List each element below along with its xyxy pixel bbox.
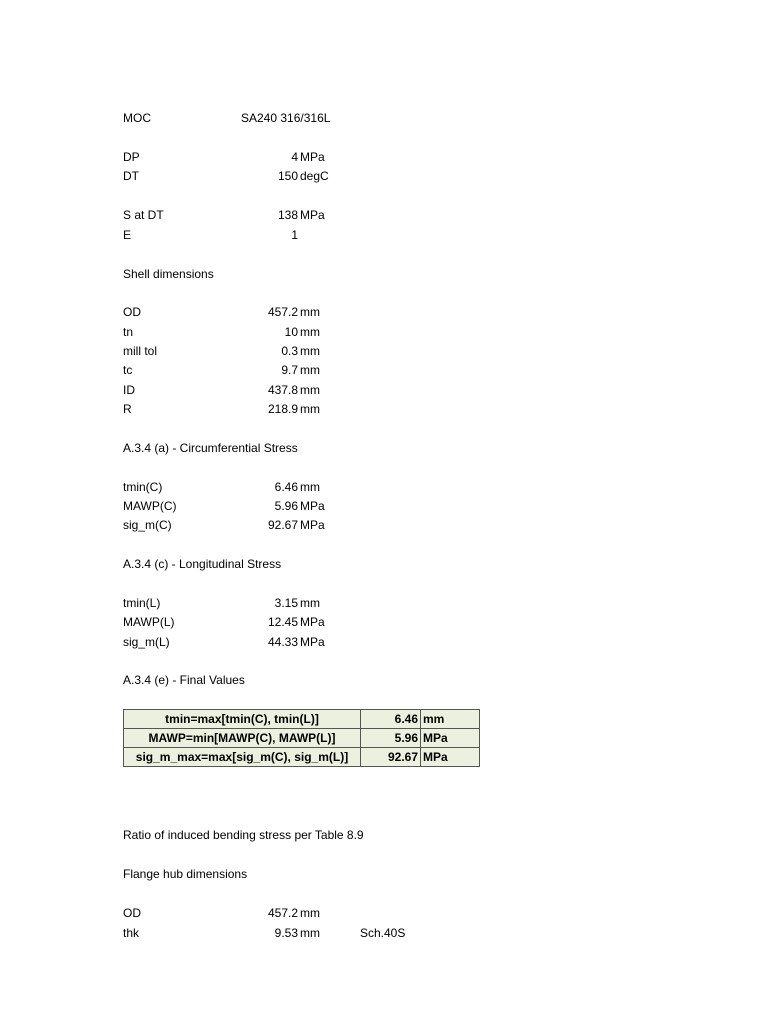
shell-milltol-value: 0.3 — [281, 344, 298, 358]
hub-od-label: OD — [123, 906, 141, 920]
final-mawp-unit: MPa — [421, 729, 480, 748]
s-at-dt-unit: MPa — [300, 208, 325, 222]
shell-tn-label: tn — [123, 325, 134, 339]
shell-r-label: R — [123, 402, 132, 416]
tmin-l-unit: mm — [300, 596, 320, 610]
tmin-c-label: tmin(C) — [123, 480, 163, 494]
hub-thk-unit: mm — [300, 926, 320, 940]
circ-title: A.3.4 (a) - Circumferential Stress — [123, 441, 298, 455]
dt-label: DT — [123, 169, 139, 183]
table-row — [124, 748, 480, 767]
hub-od-unit: mm — [300, 906, 320, 920]
hub-title: Flange hub dimensions — [123, 867, 248, 881]
final-values-table — [123, 709, 480, 767]
hub-od-value: 457.2 — [267, 906, 298, 920]
sigm-c-label: sig_m(C) — [123, 518, 172, 532]
shell-od-unit: mm — [300, 305, 320, 319]
shell-r-value: 218.9 — [267, 402, 298, 416]
shell-od-value: 457.2 — [267, 305, 298, 319]
shell-milltol-unit: mm — [300, 344, 320, 358]
final-sigm-value: 92.67 — [361, 748, 421, 767]
sigm-l-unit: MPa — [300, 635, 325, 649]
shell-tc-label: tc — [123, 363, 133, 377]
dp-unit: MPa — [300, 150, 325, 164]
shell-tn-unit: mm — [300, 325, 320, 339]
shell-id-value: 437.8 — [267, 383, 298, 397]
tmin-l-value: 3.15 — [274, 596, 298, 610]
e-label: E — [123, 228, 132, 242]
shell-tc-value: 9.7 — [281, 363, 298, 377]
final-title: A.3.4 (e) - Final Values — [123, 673, 245, 687]
final-mawp-value: 5.96 — [361, 729, 421, 748]
dp-label: DP — [123, 150, 140, 164]
moc-label: MOC — [123, 111, 151, 125]
shell-title: Shell dimensions — [123, 267, 214, 281]
mawp-c-label: MAWP(C) — [123, 499, 177, 513]
dp-value: 4 — [291, 150, 298, 164]
mawp-l-unit: MPa — [300, 615, 325, 629]
sigm-c-unit: MPa — [300, 518, 325, 532]
final-tmin-value: 6.46 — [361, 710, 421, 729]
sigm-l-value: 44.33 — [267, 635, 298, 649]
shell-od-label: OD — [123, 305, 141, 319]
sigm-l-label: sig_m(L) — [123, 635, 170, 649]
hub-thk-label: thk — [123, 926, 140, 940]
final-sigm-formula: sig_m_max=max[sig_m(C), sig_m(L)] — [124, 748, 361, 767]
shell-id-label: ID — [123, 383, 135, 397]
dt-value: 150 — [277, 169, 298, 183]
e-value: 1 — [291, 228, 298, 242]
table-row — [124, 729, 480, 748]
s-at-dt-label: S at DT — [123, 208, 164, 222]
final-tmin-unit: mm — [421, 710, 480, 729]
moc-value: SA240 316/316L — [241, 111, 331, 125]
sigm-c-value: 92.67 — [267, 518, 298, 532]
long-title: A.3.4 (c) - Longitudinal Stress — [123, 557, 282, 571]
tmin-l-label: tmin(L) — [123, 596, 161, 610]
hub-thk-note: Sch.40S — [360, 926, 406, 940]
shell-tc-unit: mm — [300, 363, 320, 377]
shell-id-unit: mm — [300, 383, 320, 397]
shell-tn-value: 10 — [284, 325, 298, 339]
final-sigm-unit: MPa — [421, 748, 480, 767]
mawp-l-value: 12.45 — [267, 615, 298, 629]
tmin-c-value: 6.46 — [274, 480, 298, 494]
dt-unit: degC — [300, 169, 329, 183]
shell-r-unit: mm — [300, 402, 320, 416]
mawp-c-value: 5.96 — [274, 499, 298, 513]
mawp-c-unit: MPa — [300, 499, 325, 513]
tmin-c-unit: mm — [300, 480, 320, 494]
final-mawp-formula: MAWP=min[MAWP(C), MAWP(L)] — [124, 729, 361, 748]
s-at-dt-value: 138 — [277, 208, 298, 222]
table-row — [124, 710, 480, 729]
hub-thk-value: 9.53 — [274, 926, 298, 940]
mawp-l-label: MAWP(L) — [123, 615, 175, 629]
final-tmin-formula: tmin=max[tmin(C), tmin(L)] — [124, 710, 361, 729]
ratio-title: Ratio of induced bending stress per Table 8.9 — [123, 828, 364, 842]
shell-milltol-label: mill tol — [123, 344, 158, 358]
